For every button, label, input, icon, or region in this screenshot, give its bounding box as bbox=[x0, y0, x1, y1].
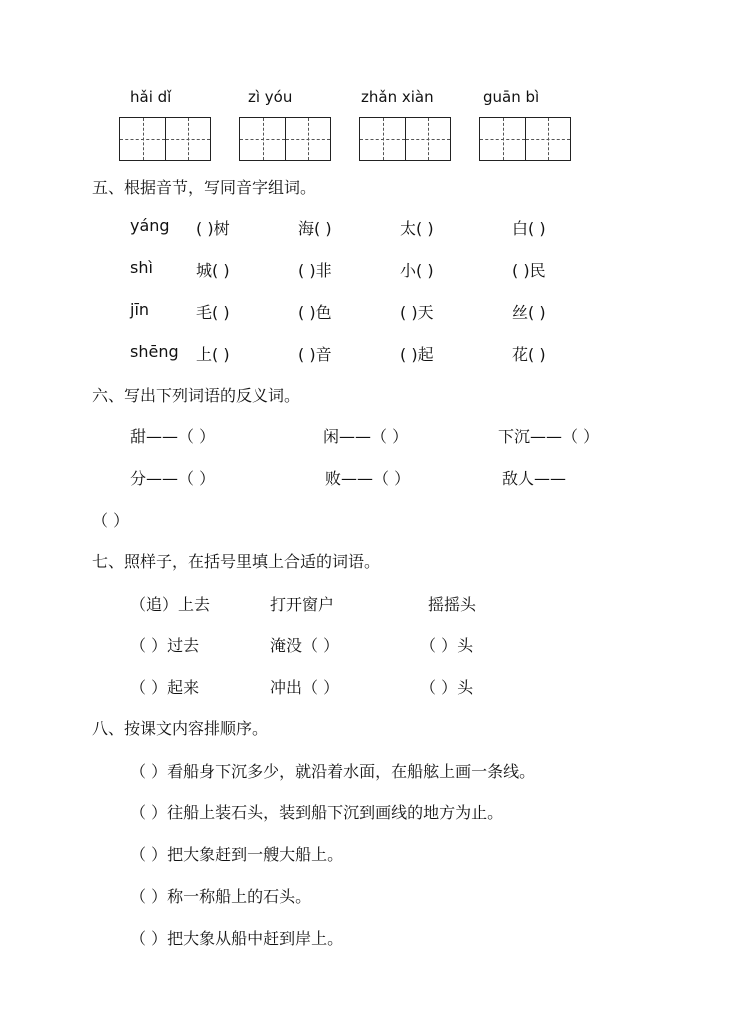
antonym-item: 下沉——（ ） bbox=[498, 427, 600, 446]
phrase-item: （ ）头 bbox=[420, 636, 474, 655]
antonym-item: 甜——（ ） bbox=[130, 427, 216, 446]
fill-item: 小( ) bbox=[400, 261, 434, 280]
order-item: （ ）把大象赶到一艘大船上。 bbox=[130, 845, 344, 864]
order-item: （ ）往船上装石头，装到船下沉到画线的地方为止。 bbox=[130, 803, 504, 822]
fill-item: 毛( ) bbox=[196, 303, 230, 322]
phrase-item: （ ）过去 bbox=[130, 636, 200, 655]
phrase-item: （ ）头 bbox=[420, 678, 474, 697]
order-item: （ ）把大象从船中赶到岸上。 bbox=[130, 929, 344, 948]
row-pinyin: jīn bbox=[130, 300, 150, 319]
fill-item: 太( ) bbox=[400, 219, 434, 238]
fill-item: ( )色 bbox=[298, 303, 332, 322]
writing-box[interactable] bbox=[359, 117, 451, 161]
antonym-item: 敌人—— bbox=[502, 469, 567, 488]
antonym-item: 败——（ ） bbox=[325, 469, 411, 488]
phrase-item: 淹没（ ） bbox=[270, 636, 340, 655]
pinyin-label: hǎi dǐ bbox=[130, 88, 172, 106]
fill-item: 花( ) bbox=[512, 345, 546, 364]
fill-item: ( )天 bbox=[400, 303, 434, 322]
fill-item: 丝( ) bbox=[512, 303, 546, 322]
pinyin-label: guān bì bbox=[483, 88, 540, 106]
pinyin-label: zhǎn xiàn bbox=[361, 88, 434, 106]
section-5-title: 五、根据音节，写同音字组词。 bbox=[92, 178, 317, 197]
section-8-title: 八、按课文内容排顺序。 bbox=[92, 719, 269, 738]
fill-item: ( )民 bbox=[512, 261, 546, 280]
fill-item: ( )音 bbox=[298, 345, 332, 364]
order-item: （ ）称一称船上的石头。 bbox=[130, 887, 312, 906]
fill-item: ( )起 bbox=[400, 345, 434, 364]
fill-item: 白( ) bbox=[512, 219, 546, 238]
section-7-title: 七、照样子，在括号里填上合适的词语。 bbox=[92, 552, 381, 571]
phrase-item: 冲出（ ） bbox=[270, 678, 340, 697]
writing-box[interactable] bbox=[479, 117, 571, 161]
antonym-item: 闲——（ ） bbox=[323, 427, 409, 446]
row-pinyin: shì bbox=[130, 258, 153, 277]
fill-item: 上( ) bbox=[196, 345, 230, 364]
fill-item: 城( ) bbox=[196, 261, 230, 280]
row-pinyin: yáng bbox=[130, 216, 170, 235]
writing-box[interactable] bbox=[239, 117, 331, 161]
antonym-blank: （ ） bbox=[92, 511, 130, 530]
phrase-item: 摇摇头 bbox=[428, 595, 477, 614]
phrase-item: 打开窗户 bbox=[270, 595, 335, 614]
order-item: （ ）看船身下沉多少，就沿着水面，在船舷上画一条线。 bbox=[130, 762, 536, 781]
fill-item: ( )非 bbox=[298, 261, 332, 280]
writing-box[interactable] bbox=[119, 117, 211, 161]
phrase-item: （ ）起来 bbox=[130, 678, 200, 697]
row-pinyin: shēng bbox=[130, 342, 179, 361]
pinyin-label: zì yóu bbox=[248, 88, 293, 106]
section-6-title: 六、写出下列词语的反义词。 bbox=[92, 386, 301, 405]
fill-item: ( )树 bbox=[196, 219, 230, 238]
fill-item: 海( ) bbox=[298, 219, 332, 238]
antonym-item: 分——（ ） bbox=[130, 469, 216, 488]
phrase-item: （追）上去 bbox=[130, 595, 211, 614]
